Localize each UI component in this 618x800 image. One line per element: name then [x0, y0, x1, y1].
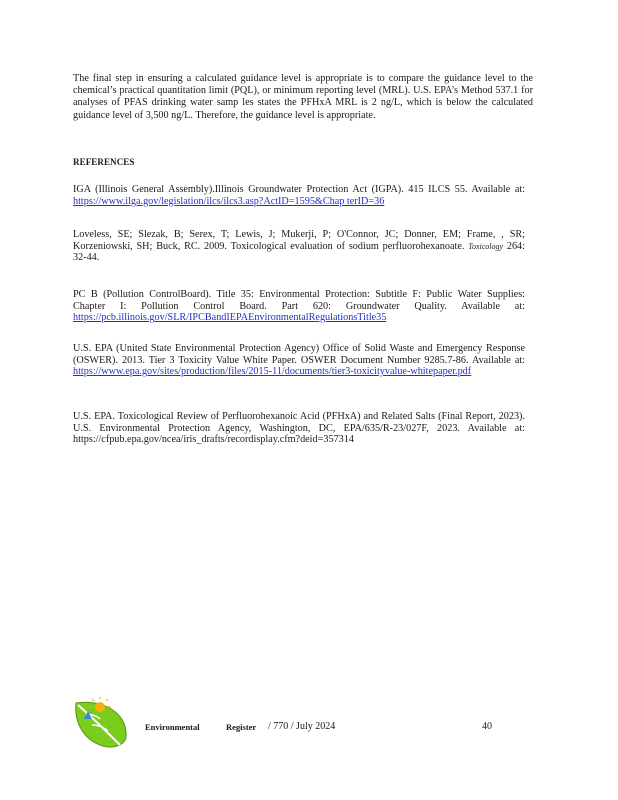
- references-heading: REFERENCES: [73, 157, 135, 167]
- reference-tail: 264: 32-44.: [73, 240, 525, 264]
- reference-text: IGA (Illinois General Assembly).Illinois Groundwater Protection Act (IGPA). 415 ILCS 55. Available at:: [73, 184, 525, 195]
- reference-link[interactable]: https://www.ilga.gov/legislation/ilcs/ilcs3.asp?ActID=1595&Chap terID=36: [73, 195, 385, 207]
- page-number: 40: [482, 721, 492, 732]
- reference-epa-oswer: [73, 343, 525, 378]
- reference-loveless: [73, 229, 525, 264]
- guidance-level-paragraph: The final step in ensuring a calculated guidance level is appropriate is to compare the guidance level to the chemical’s practical quantitation limit (PQL), or minimum reporting level (MRL). U.S. EPA’s Method 537.1 for analyses of PFAS drinking water samp les states the PFHxA MRL is 2 ng/L, which is below the calculated guidance level of 3,500 ng/L. Therefore, the guidance level is appropriate.: [73, 73, 533, 121]
- footer-register: Register: [226, 722, 257, 732]
- journal-name: Toxicology: [468, 241, 504, 251]
- reference-iga: [73, 184, 525, 207]
- reference-text: Loveless, SE; Slezak, B; Serex, T; Lewis, J; Mukerji, P; O'Connor, JC; Donner, EM; Frame, , SR; Korzeniowski, SH; Buck, RC. 2009. Toxicological evaluation of sodium perfluorohexanoate.: [73, 229, 525, 252]
- illinois-leaf-logo-icon: [70, 697, 132, 749]
- reference-link[interactable]: https://www.epa.gov/sites/production/files/2015-11/documents/tier3-toxicityvalue-whitepaper.pdf: [73, 366, 472, 378]
- reference-text: U.S. EPA (United State Environmental Protection Agency) Office of Solid Waste and Emergency Response (OSWER). 2013. Tier 3 Toxicity Value White Paper. OSWER Document Number 9285.7-86. Available at:: [73, 343, 525, 366]
- reference-epa-pfhxa: [73, 411, 525, 446]
- reference-text: U.S. EPA. Toxicological Review of Perfluorohexanoic Acid (PFHxA) and Related Salts (Final Report, 2023). U.S. Environmental Protection Agency, Washington, DC, EPA/635/R-23/027F, 2023. Available at: https://cfpub.epa.gov/ncea/iris_drafts/recordisplay.cfm?deid=357314: [73, 411, 525, 446]
- reference-pcb: [73, 289, 525, 324]
- footer-volume-date: / 770 / July 2024: [268, 721, 336, 732]
- footer-environmental: Environmental: [145, 722, 200, 732]
- reference-link[interactable]: https://pcb.illinois.gov/SLR/IPCBandIEPAEnvironmentalRegulationsTitle35: [73, 312, 387, 324]
- reference-text: PC B (Pollution ControlBoard). Title 35: Environmental Protection: Subtitle F: Public Water Supplies: Chapter I: Pollution Control Board. Part 620: Groundwater Quality. Available at:: [73, 289, 525, 312]
